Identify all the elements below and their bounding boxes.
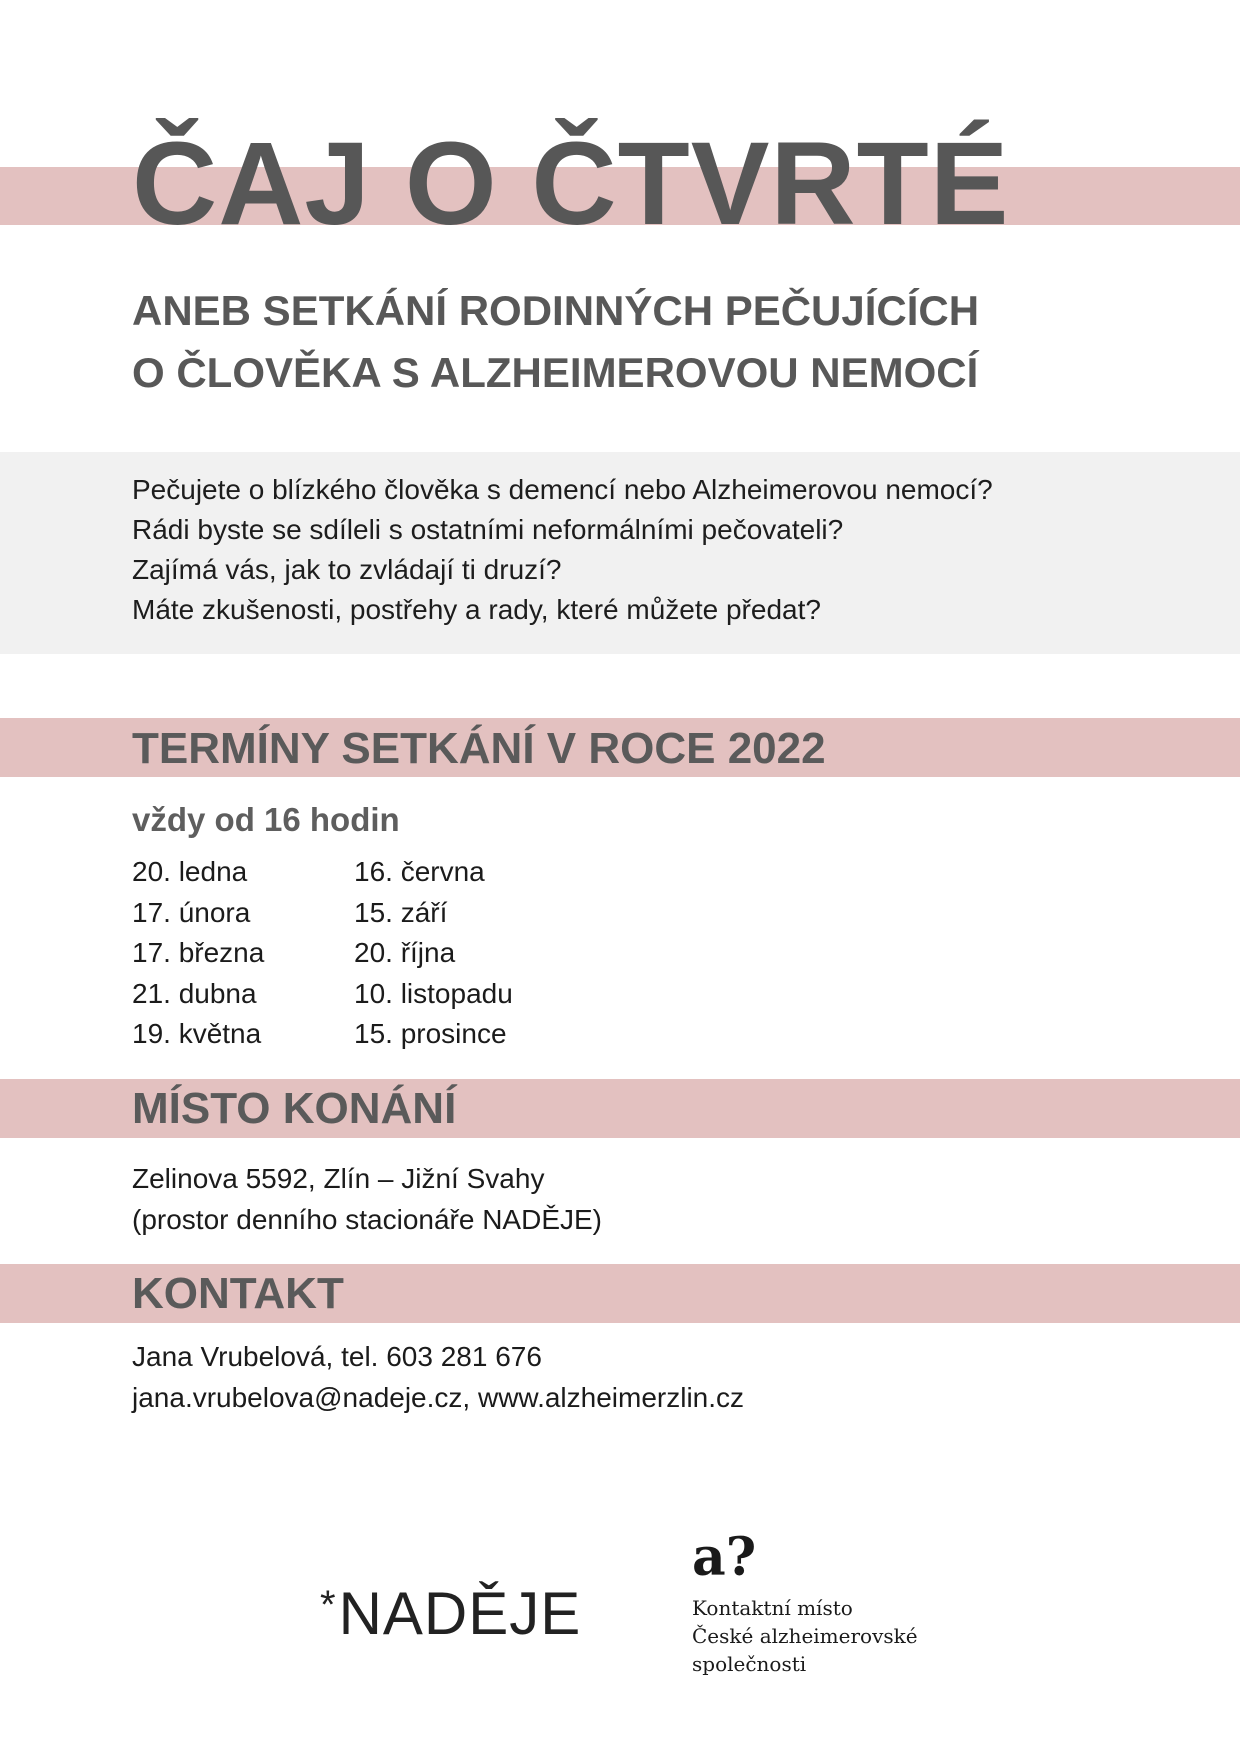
intro-questions bbox=[132, 470, 993, 630]
cals-logo-mark: a? bbox=[692, 1527, 757, 1588]
date-item: 19. května bbox=[132, 1018, 262, 1049]
date-item: 16. června bbox=[354, 856, 485, 887]
contact-name-phone: Jana Vrubelová, tel. 603 281 676 bbox=[132, 1341, 542, 1372]
page-title: ČAJ O ČTVRTÉ bbox=[132, 118, 1010, 250]
intro-line: Zajímá vás, jak to zvládají ti druzí? bbox=[132, 554, 562, 585]
venue-line: Zelinova 5592, Zlín – Jižní Svahy bbox=[132, 1163, 545, 1194]
dates-column-1 bbox=[132, 852, 354, 1055]
cals-logo-line: České alzheimerovské bbox=[692, 1624, 918, 1648]
schedule-heading: TERMÍNY SETKÁNÍ V ROCE 2022 bbox=[132, 724, 826, 773]
subtitle bbox=[132, 280, 979, 404]
venue-heading: MÍSTO KONÁNÍ bbox=[132, 1084, 457, 1133]
date-item: 20. října bbox=[354, 937, 456, 968]
cals-logo-line: společnosti bbox=[692, 1652, 807, 1676]
contact-details bbox=[132, 1336, 744, 1418]
dates-column-2 bbox=[354, 852, 576, 1055]
nadeje-logo bbox=[320, 1570, 581, 1649]
date-item: 17. února bbox=[132, 896, 251, 928]
date-item: 15. prosince bbox=[354, 1018, 507, 1049]
cals-logo bbox=[692, 1528, 918, 1678]
contact-email-web: jana.vrubelova@nadeje.cz, www.alzheimerzlin.cz bbox=[132, 1382, 745, 1413]
nadeje-logo-text: NADĚJE bbox=[338, 1580, 582, 1647]
date-item: 20. ledna bbox=[132, 856, 248, 887]
subtitle-line-2: O ČLOVĚKA S ALZHEIMEROVOU NEMOCÍ bbox=[132, 349, 979, 396]
asterisk-icon: * bbox=[320, 1583, 337, 1627]
venue-line: (prostor denního stacionáře NADĚJE) bbox=[132, 1204, 602, 1235]
date-item: 17. března bbox=[132, 937, 265, 968]
schedule-time-note: vždy od 16 hodin bbox=[132, 801, 400, 838]
intro-line: Pečujete o blízkého člověka s demencí nebo Alzheimerovou nemocí? bbox=[132, 474, 993, 505]
subtitle-line-1: ANEB SETKÁNÍ RODINNÝCH PEČUJÍCÍCH bbox=[132, 287, 980, 334]
contact-heading: KONTAKT bbox=[132, 1269, 344, 1318]
venue-address bbox=[132, 1158, 602, 1240]
intro-line: Máte zkušenosti, postřehy a rady, které můžete předat? bbox=[132, 594, 821, 625]
date-item: 21. dubna bbox=[132, 977, 257, 1009]
dates-list bbox=[132, 852, 576, 1055]
date-item: 10. listopadu bbox=[354, 977, 513, 1009]
cals-logo-line: Kontaktní místo bbox=[692, 1596, 853, 1620]
intro-line: Rádi byste se sdíleli s ostatními neformálními pečovateli? bbox=[132, 514, 844, 545]
date-item: 15. září bbox=[354, 896, 448, 928]
